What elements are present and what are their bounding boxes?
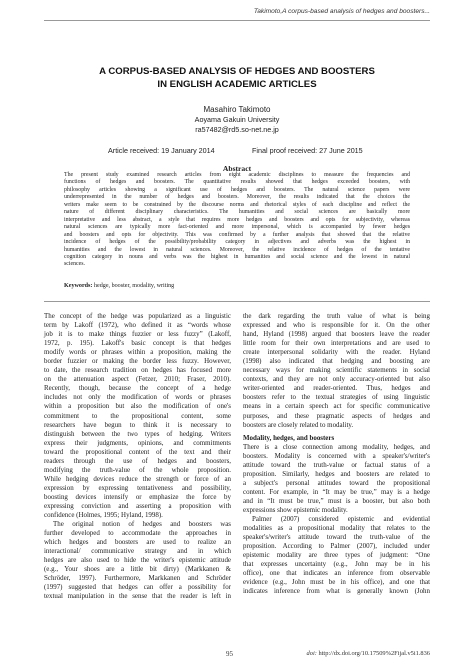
left-column-line: within a proposition but also the modification of one's [44, 402, 231, 411]
right-column-line: boosters. Modality is concerned with a speaker's/writer's [243, 451, 430, 460]
left-column-line: readers through the use of hedges and boosters, [44, 456, 231, 465]
left-column-line: Recently, though, because the concept of a hedge [44, 384, 231, 393]
abstract-line: natural sciences are typically more fact-oriented and more impersonal, which is accompanied by fewer hedges [64, 224, 410, 231]
left-column-line: express their judgments, opinions, and commitments [44, 438, 231, 447]
abstract-line: writers make seem to be constrained by the discourse norms and rhetorical styles of each discipline and reflect the [64, 201, 410, 208]
abstract-line: incidence of hedges of the possibility/probability category in adjectives and adverbs was the highest in [64, 239, 410, 246]
right-column-line: evidence (e.g., John must be in his office), and one that [243, 578, 430, 587]
right-column-line: and in “It must be true,” must is a booster, but also both [243, 496, 430, 505]
body-column-left [44, 312, 231, 602]
left-column-line: term by Lakoff (1972), who defined it as “words whose [44, 321, 231, 330]
left-column-line: further developed to accommodate the approaches in [44, 529, 231, 538]
right-column-line: a subject's personal attitudes toward the propositional [243, 478, 430, 487]
right-column-line: indicates inference from what is generally known (John [243, 587, 430, 596]
right-column-line: create interpersonal solidarity with the reader. Hyland [243, 348, 430, 357]
left-column-line: expression by expressing tentativeness and possibility, [44, 483, 231, 492]
section-heading: Modality, hedges, and boosters [243, 433, 335, 442]
author-email[interactable]: ra57482@rd5.so-net.ne.jp [195, 125, 279, 134]
header-rule [44, 20, 430, 21]
left-column-line: The concept of the hedge was popularized as a linguistic [44, 312, 231, 320]
keywords [64, 283, 410, 289]
abstract-line: sciences. [64, 261, 85, 268]
left-column-line: to date, the research tradition on hedges has focused more [44, 366, 231, 375]
right-column-line: content. For example, in “It may be true,” may is a hedge [243, 487, 430, 496]
right-column-line: means in a certain speech act for specific communicative [243, 402, 430, 411]
left-column-line: on the attenuation aspect (Fetzer, 2010; Fraser, 2010). [44, 375, 231, 384]
body-column-right [243, 312, 430, 596]
keywords-label: Keywords: [64, 283, 93, 289]
right-column-line: proposition. According to Palmer (2007), included under [243, 542, 430, 551]
author-name: Masahiro Takimoto [203, 105, 271, 114]
right-column-line: that expresses uncertainty (e.g., John may be in his [243, 560, 430, 569]
left-column-line: commitment to the propositional content, some [44, 411, 231, 420]
left-column-line: border fuzzier or making the border less fuzzy. However, [44, 357, 231, 366]
left-column-line: Schröder, 1997). Furthermore, Markkanen and Schröder [44, 574, 231, 583]
right-column-line: expressed and who is responsible for it. On the other [243, 321, 430, 330]
right-column-line: necessary ways for making scientific statements in social [243, 366, 430, 375]
left-column-line: distinguish between the two types of hedging. Writers [44, 429, 231, 438]
abstract-line: The present study examined research articles from eight academic disciplines to measure the frequencies and [64, 172, 410, 178]
left-column-line: expressing conviction and asserting a proposition with [44, 501, 231, 510]
abstract-line: underrepresented in the number of hedges and boosters. Moreover, the results indicated that the choices the [64, 194, 410, 201]
right-column-line: modalities as a propositional modality that relates to the [243, 524, 430, 533]
right-column-line: contexts, and they are not only accuracy-oriented but also [243, 375, 430, 384]
author-affiliation: Aoyama Gakuin University [194, 115, 280, 124]
left-column-line: researchers have begun to think it is necessary to [44, 420, 231, 429]
article-title [44, 66, 430, 91]
left-column-line: (e.g., Your shoes are a little bit dirty) (Markkanen & [44, 565, 231, 574]
right-column-line: Palmer (2007) considered epistemic and evidential [252, 515, 430, 524]
right-column-line: (1998) also indicated that hedging and boosting are [243, 357, 430, 366]
doi-label: doi: [306, 650, 317, 657]
right-column-line: boosters refer to the textual strategies of using linguistic [243, 393, 430, 402]
section-divider [44, 301, 430, 302]
title-line: IN ENGLISH ACADEMIC ARTICLES [157, 78, 317, 90]
running-head: Takimoto,A corpus-based analysis of hedges and boosters... [253, 8, 430, 15]
abstract-heading: Abstract [222, 164, 252, 173]
left-column-line: confidence (Holmes, 1995; Hyland, 1998). [44, 511, 163, 520]
left-column-line: which hedges and boosters are used to realize an [44, 538, 231, 547]
left-column-line: toward the propositional content of the text and their [44, 447, 231, 456]
right-column-line: the dark regarding the truth value of what is being [243, 312, 430, 320]
left-column-line: modifying the truth-value of the whole proposition. [44, 465, 231, 474]
author-block [44, 104, 430, 135]
left-column-line: modify words or phrases within a proposition, making the [44, 348, 231, 357]
right-column-line: attitude toward the truth-value or factual status of a [243, 460, 430, 469]
left-column-line: job it is to make things fuzzier or less fuzzy” (Lakoff, [44, 330, 231, 339]
right-column-line: office), one that indicates an inference from observable [243, 569, 430, 578]
abstract-line: functions of hedges and boosters. The quantitative results showed that hedges exceeded boosters, with [64, 179, 410, 186]
left-column-line: boosting devices intensify or emphasize the force by [44, 492, 231, 501]
abstract-line: interpretative and less abstract, a style that requires more hedges and boosters and opts for subjectivity, whereas [64, 216, 410, 223]
left-column-line: textual manipulation in the sense that the reader is left in [44, 592, 231, 601]
received-date: Article received: 19 January 2014 [108, 146, 215, 155]
right-column-line: epistemic modality are three types of judgment: “One [243, 551, 430, 560]
abstract-line: humanities and the lowest in natural sciences. Moreover, the relative incidence of hedges of the tentative [64, 246, 410, 253]
right-column-line: There is a close connection among modality, hedges, and [243, 442, 430, 451]
doi-footer [307, 650, 430, 657]
right-column-line: hand, Hyland (1998) argued that boosters leave the reader [243, 330, 430, 339]
title-line: A CORPUS-BASED ANALYSIS OF HEDGES AND BOOSTERS [99, 66, 375, 77]
page-number: 95 [226, 650, 233, 658]
right-column-line: proposition. Similarly, hedges and boosters are related to [243, 469, 430, 478]
doi-link[interactable]: http://dx.doi.org/10.17509%2Fijal.v5i1.836 [318, 650, 430, 657]
left-column-line: While hedging devices reduce the strength or force of an [44, 474, 231, 483]
right-column-line: purposes, and these pragmatic aspects of hedges and [243, 411, 430, 420]
left-column-line: hedges are also used to hide the writer's epistemic attitude [44, 556, 231, 565]
right-column-line: little room for their own interpretations and are used to [243, 339, 430, 348]
left-column-line: interactional/ communicative strategy and in which [44, 547, 231, 556]
abstract-line: cognition category in nouns and verbs was the highest in humanities and social science and the lowest in natural [64, 253, 410, 260]
left-column-line: 1972, p. 195). Lakoff's basic concept is that hedges [44, 339, 231, 348]
abstract-line: and boosters and opts for objectivity. This was confirmed by a further analysis that showed that the relative [64, 231, 410, 238]
left-column-line: The original notion of hedges and boosters was [53, 520, 231, 529]
right-column-line: boosters are closely related to modality. [243, 420, 354, 429]
keywords-value: hedge, booster, modality, writing [93, 283, 175, 289]
abstract-line: nature of different disciplinary characteristics. The humanities and social sciences are basically more [64, 209, 410, 216]
right-column-line: speaker's/writer's attitude toward the truth-value of the [243, 533, 430, 542]
abstract-body [64, 172, 410, 269]
left-column-line: includes not only the modification of words or phrases [44, 393, 231, 402]
left-column-line: (1997) suggested that hedges can offer a possibility for [44, 583, 231, 592]
right-column-line: expressions show epistemic modality. [243, 505, 348, 514]
final-proof-date: Final proof received: 27 June 2015 [252, 146, 363, 155]
abstract-line: philosophy articles showing a significant use of hedges and boosters. The natural science papers were [64, 186, 410, 193]
right-column-line: writer-oriented and reader-oriented. Thus, hedges and [243, 384, 430, 393]
